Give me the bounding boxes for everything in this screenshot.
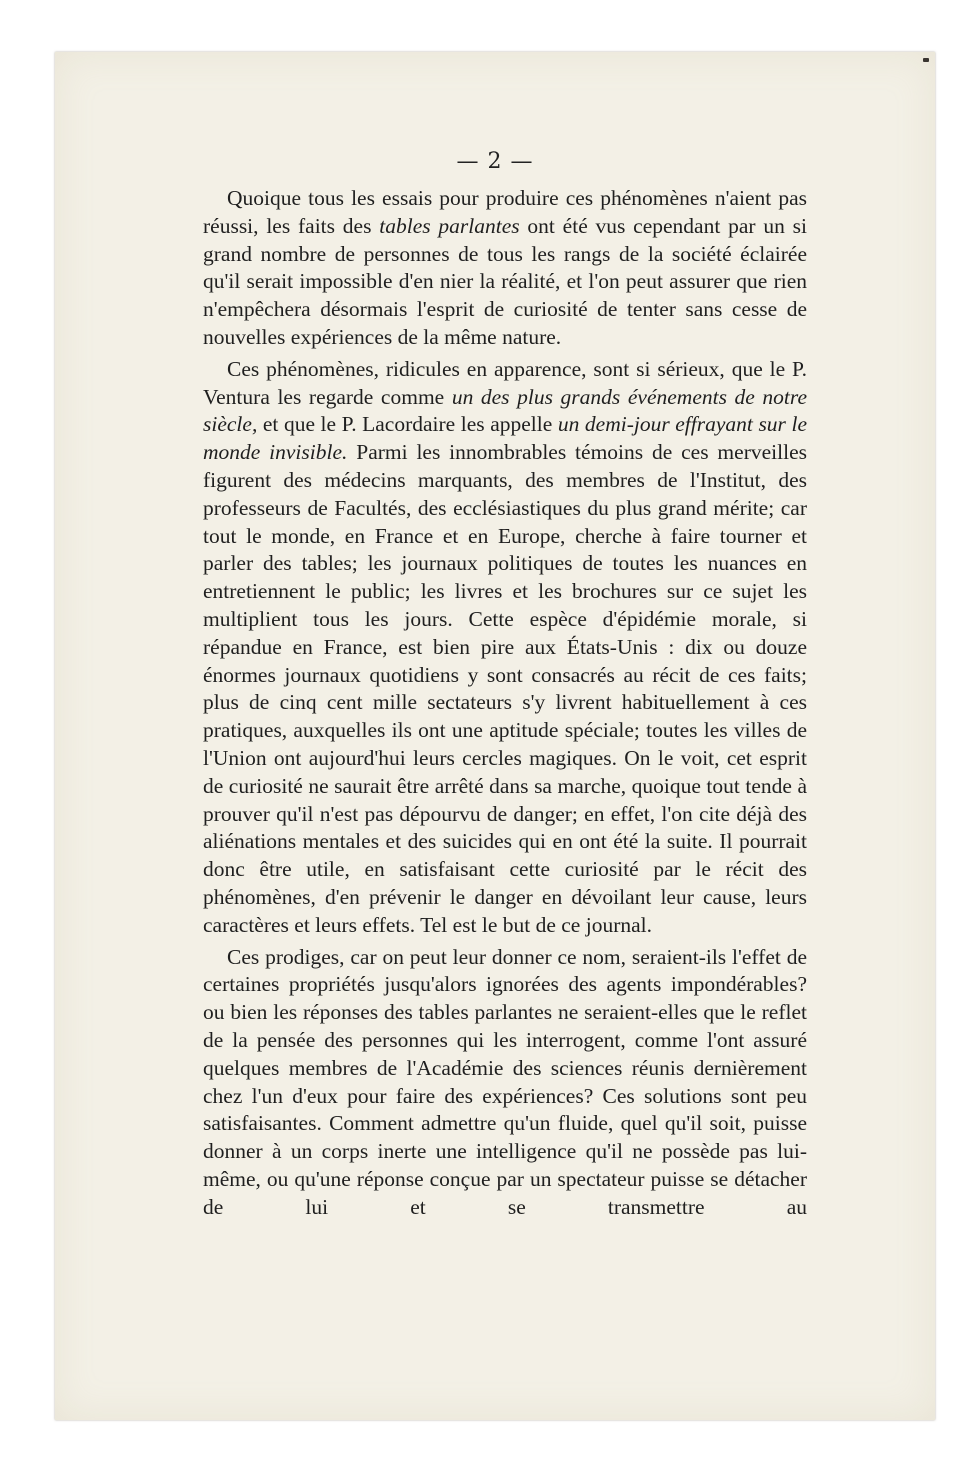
body-text: [203, 185, 807, 1225]
paragraph-2-run-3: et que le P. Lacordaire les appelle: [257, 412, 558, 437]
paragraph-1: [203, 185, 807, 352]
paragraph-2: [203, 356, 807, 940]
ink-spot: [923, 58, 929, 62]
paragraph-3-run-1: Ces prodiges, car on peut leur donner ce nom, seraient-ils l'effet de certaines propriétés jusqu'alors ignorées des agents impondérables? ou bien les réponses des tables parlantes ne seraient-elles que le reflet de la pensée des personnes qui les interrogent, comme l'ont assuré quelques membres de l'Académie des sciences réunis dernièrement chez l'un d'eux pour faire des expériences? Ces solutions sont peu satisfaisantes. Comment admettre qu'un fluide, quel qu'il soit, puisse donner à un corps inerte une intelligence qu'il ne possède pas lui-même, ou qu'une réponse conçue par un spectateur puisse se détacher de lui et se transmettre au: [203, 944, 807, 1219]
paragraph-3: [203, 944, 807, 1222]
page-number: — 2 —: [456, 149, 534, 174]
paragraph-1-run-1: Quoique tous les essais pour produire ces phénomènes n'aient pas réussi, les faits des: [203, 186, 807, 238]
paragraph-1-italic-tables-parlantes: tables parlantes: [379, 213, 520, 238]
paragraph-1-run-3: ont été vus cependant par un si grand nombre de personnes de tous les rangs de la société éclairée qu'il serait impossible d'en nier la réalité, et l'on peut assurer que rien n'empêchera désormais l'esprit de curiosité de tenter sans cesse de nouvelles expériences de la même nature.: [203, 213, 807, 349]
paragraph-2-italic-lacordaire-quote: un demi-jour effrayant sur le monde invisible.: [203, 412, 807, 465]
page-sheet: [55, 52, 935, 1420]
paragraph-2-run-1: Ces phénomènes, ridicules en apparence, sont si sérieux, que le P. Ventura les regarde comme: [203, 356, 807, 409]
paragraph-2-italic-ventura-quote: un des plus grands événements de notre siècle,: [203, 384, 807, 437]
paragraph-2-run-5: Parmi les innombrables témoins de ces merveilles figurent des médecins marquants, des membres de l'Institut, des professeurs de Facultés, des ecclésiastiques du plus grand mérite; car tout le monde, en France et en Europe, cherche à faire tourner et parler des tables; les journaux politiques de toutes les nuances en entretiennent le public; les livres et les brochures sur ce sujet les multiplient tous les jours. Cette espèce d'épidémie morale, si répandue en France, est bien pire aux États-Unis : dix ou douze énormes journaux quotidiens y sont consacrés au récit de ces faits; plus de cinq cent mille sectateurs s'y livrent habituellement à ces pratiques, auxquelles ils ont une aptitude spéciale; toutes les villes de l'Union ont aujourd'hui leurs cercles magiques. On le voit, cet esprit de curiosité ne saurait être arrêté dans sa marche, quoique tout tende à prouver qu'il n'est pas dépourvu de danger; en effet, l'on cite déjà des aliénations mentales et des suicides qui en ont été la suite. Il pourrait donc être utile, en satisfaisant cette curiosité par le récit des phénomènes, d'en prévenir le danger en dévoilant leur cause, leurs caractères et leurs effets. Tel est le but de ce journal.: [203, 440, 807, 937]
